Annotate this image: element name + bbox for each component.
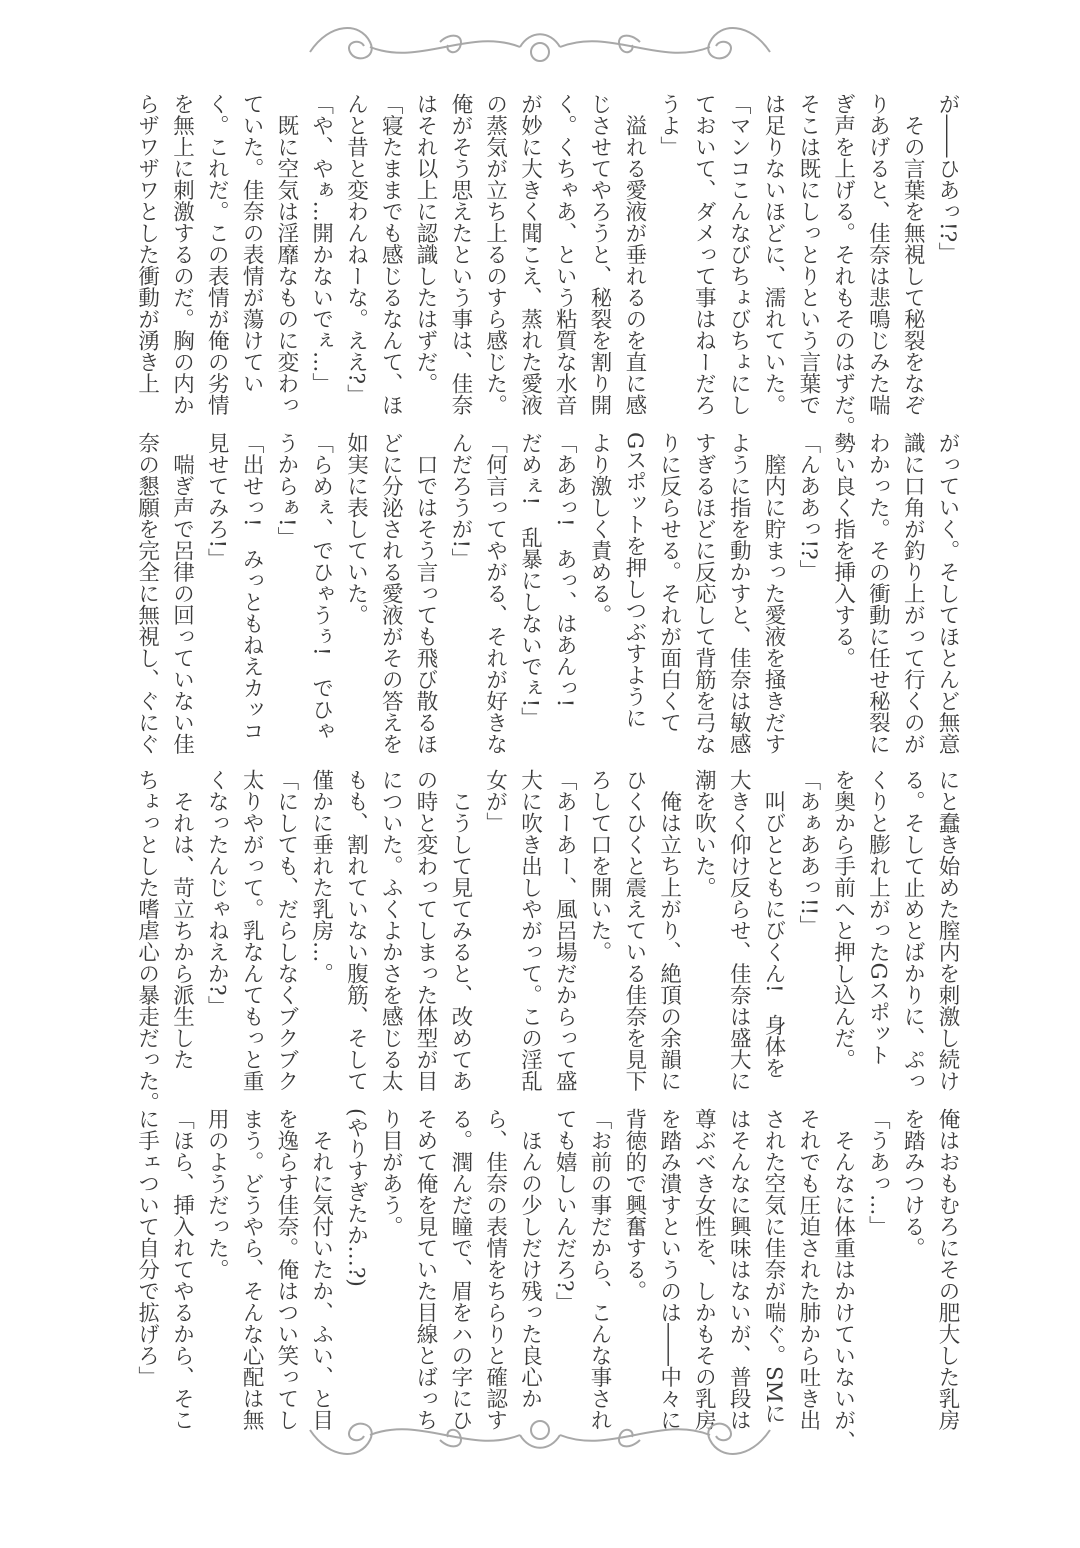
- text-line: ぎ声を上げる。それもそのはずだ。: [830, 93, 856, 437]
- bottom-ornament-flourish: [290, 1400, 790, 1470]
- text-line: より激しく責める。: [587, 432, 613, 626]
- text-line: 「寝たままでも感じるなんて、ほ: [378, 93, 404, 416]
- text-line: ろして口を開いた。: [587, 769, 613, 963]
- text-line: りに反らせる。それが面白くて: [656, 432, 682, 733]
- text-line: うからぁ!」: [273, 432, 299, 549]
- text-line: じさせてやろうと、秘裂を割り開: [587, 93, 613, 416]
- text-line: らザワザワとした衝動が湧き上: [134, 93, 160, 394]
- text-line: 潮を吹いた。: [691, 769, 717, 898]
- text-line: (やりすぎたか…?): [343, 1108, 369, 1287]
- text-line: 膣内に貯まった愛液を掻きだす: [761, 432, 787, 755]
- text-line: る。そして止めとばかりに、ぷっ: [900, 769, 926, 1092]
- text-line: ても嬉しいんだろ?」: [552, 1108, 578, 1314]
- text-line: くりと膨れ上がったGスポット: [865, 769, 891, 1066]
- text-line: 大に吹き出しやがって。この淫乱: [517, 769, 543, 1092]
- text-line: ちょっとした嗜虐心の暴走だった。: [134, 769, 160, 1113]
- text-line: もも、割れていない腹筋、そして: [343, 769, 369, 1092]
- text-line: くなったんじゃねえか?」: [204, 769, 230, 1018]
- text-line: り目があう。: [378, 1108, 404, 1237]
- text-line: く。くちゃあ、という粘質な水音: [552, 93, 578, 416]
- text-line: ように指を動かすと、佳奈は敏感: [726, 432, 752, 755]
- text-line: 「んああっ!?」: [795, 432, 821, 582]
- text-line: 女が」: [482, 769, 508, 834]
- text-line: 喘ぎ声で呂律の回っていない佳: [169, 432, 195, 755]
- text-line: は足りないほどに、濡れていた。: [761, 93, 787, 416]
- text-block-tier-1: [128, 93, 964, 437]
- text-line: 太りやがって。乳なんてもっと重: [239, 769, 265, 1092]
- text-line: はそれ以上に認識したはずだ。: [413, 93, 439, 394]
- text-line: 「うあっ…」: [865, 1108, 891, 1237]
- text-line: 大きく仰け反らせ、佳奈は盛大に: [726, 769, 752, 1092]
- text-line: がっていく。そしてほとんど無意: [935, 432, 960, 755]
- text-line: の蒸気が立ち上るのすら感じた。: [482, 93, 508, 416]
- text-line: そめて俺を見ていた目線とばっち: [413, 1108, 439, 1431]
- text-line: 「何言ってやがる、それが好きな: [482, 432, 508, 755]
- text-line: そんなに体重はかけていないが、: [830, 1108, 856, 1452]
- text-line: 既に空気は淫靡なものに変わっ: [273, 93, 299, 416]
- text-line: 「あぁああっ!!」: [795, 769, 821, 937]
- text-line: それは、苛立ちから派生した: [169, 769, 195, 1070]
- text-block-tier-2: [128, 432, 964, 762]
- text-line: ていた。佳奈の表情が蕩けてい: [239, 93, 265, 394]
- text-line: 「マンコこんなびちょびちょにし: [726, 93, 752, 416]
- text-line: んと昔と変わんねーな。ええ?」: [343, 93, 369, 406]
- text-line: んだろうが!」: [447, 432, 473, 570]
- text-line: る。潤んだ瞳で、眉をハの字にひ: [447, 1108, 473, 1431]
- text-line: それでも圧迫された肺から吐き出: [795, 1108, 821, 1431]
- text-block-tier-4: [128, 1108, 964, 1452]
- text-line: ほんの少しだけ残った良心か: [517, 1108, 543, 1409]
- text-line: 溢れる愛液が垂れるのを直に感: [621, 93, 647, 416]
- text-line: 「にしても、だらしなくブクブク: [273, 769, 299, 1092]
- text-line: 叫びとともにびくん! 身体を: [761, 769, 787, 1079]
- text-line: 識に口角が釣り上がって行くのが: [900, 432, 926, 755]
- text-line: 「出せっ! みっともねえカッコ: [239, 432, 265, 742]
- text-line: 尊ぶべき女性を、しかもその乳房: [691, 1108, 717, 1431]
- text-line: を無上に刺激するのだ。胸の内か: [169, 93, 195, 416]
- text-line: についた。ふくよかさを感じる太: [378, 769, 404, 1092]
- text-line: はそんなに興味はないが、普段は: [726, 1108, 752, 1431]
- text-line: を踏み潰すというのは――中々に: [656, 1108, 682, 1431]
- text-line: 奈の懇願を完全に無視し、ぐにぐ: [134, 432, 160, 755]
- text-line: 「ほら、挿入れてやるから、そこ: [169, 1108, 195, 1431]
- text-line: そこは既にしっとりという言葉で: [795, 93, 821, 416]
- text-line: が妙に大きく聞こえ、蒸れた愛液: [517, 93, 543, 416]
- text-line: 「らめぇ、でひゃうぅ! でひゃ: [308, 432, 334, 742]
- text-line: 俺がそう思えたという事は、佳奈: [447, 93, 473, 416]
- text-line: Gスポットを押しつぶすように: [621, 432, 647, 729]
- text-line: の時と変わってしまった体型が目: [413, 769, 439, 1092]
- text-line: を逸らす佳奈。俺はつい笑ってし: [273, 1108, 299, 1431]
- text-line: 見せてみろ!」: [204, 432, 230, 570]
- text-line: 「や、やぁ…開かないでぇ…」: [308, 93, 334, 394]
- text-line: 口ではそう言っても飛び散るほ: [413, 432, 439, 755]
- text-line: 背徳的で興奮する。: [621, 1108, 647, 1302]
- text-line: に手ェついて自分で拡げろ」: [134, 1108, 160, 1388]
- text-line: 如実に表していた。: [343, 432, 369, 626]
- text-line: が――ひあっ!?」: [935, 93, 960, 264]
- text-line: にと蠢き始めた膣内を刺激し続け: [935, 769, 960, 1092]
- text-line: 勢い良く指を挿入する。: [830, 432, 856, 669]
- text-line: ら、佳奈の表情をちらりと確認す: [482, 1108, 508, 1431]
- text-line: ておいて、ダメって事はねーだろ: [691, 93, 717, 416]
- text-block-tier-3: [128, 769, 964, 1113]
- text-line: を踏みつける。: [900, 1108, 926, 1259]
- text-line: うよ」: [656, 93, 682, 158]
- text-line: 「お前の事だから、こんな事され: [587, 1108, 613, 1431]
- text-line: を奥から手前へと押し込んだ。: [830, 769, 856, 1070]
- text-line: 俺はおもむろにその肥大した乳房: [935, 1108, 960, 1431]
- text-line: りあげると、佳奈は悲鳴じみた喘: [865, 93, 891, 416]
- text-line: く。これだ。この表情が俺の劣情: [204, 93, 230, 416]
- text-line: された空気に佳奈が喘ぐ。SMに: [761, 1108, 787, 1425]
- text-line: こうして見てみると、改めてあ: [447, 769, 473, 1092]
- text-line: わかった。その衝動に任せ秘裂に: [865, 432, 891, 755]
- text-line: 僅かに垂れた乳房…。: [308, 769, 334, 984]
- text-line: 「あーあー、風呂場だからって盛: [552, 769, 578, 1092]
- text-line: ひくひくと震えている佳奈を見下: [621, 769, 647, 1092]
- text-line: まう。どうやら、そんな心配は無: [239, 1108, 265, 1431]
- text-line: だめぇ! 乱暴にしないでぇ!」: [517, 432, 543, 729]
- text-line: 「ああっ! あっ、はあんっ!: [552, 432, 578, 708]
- text-line: その言葉を無視して秘裂をなぞ: [900, 93, 926, 416]
- text-line: 用のようだった。: [204, 1108, 230, 1280]
- text-line: どに分泌される愛液がその答えを: [378, 432, 404, 755]
- text-line: すぎるほどに反応して背筋を弓な: [691, 432, 717, 755]
- text-line: それに気付いたか、ふい、と目: [308, 1108, 334, 1431]
- top-ornament-flourish: [290, 12, 790, 82]
- text-line: 俺は立ち上がり、絶頂の余韻に: [656, 769, 682, 1092]
